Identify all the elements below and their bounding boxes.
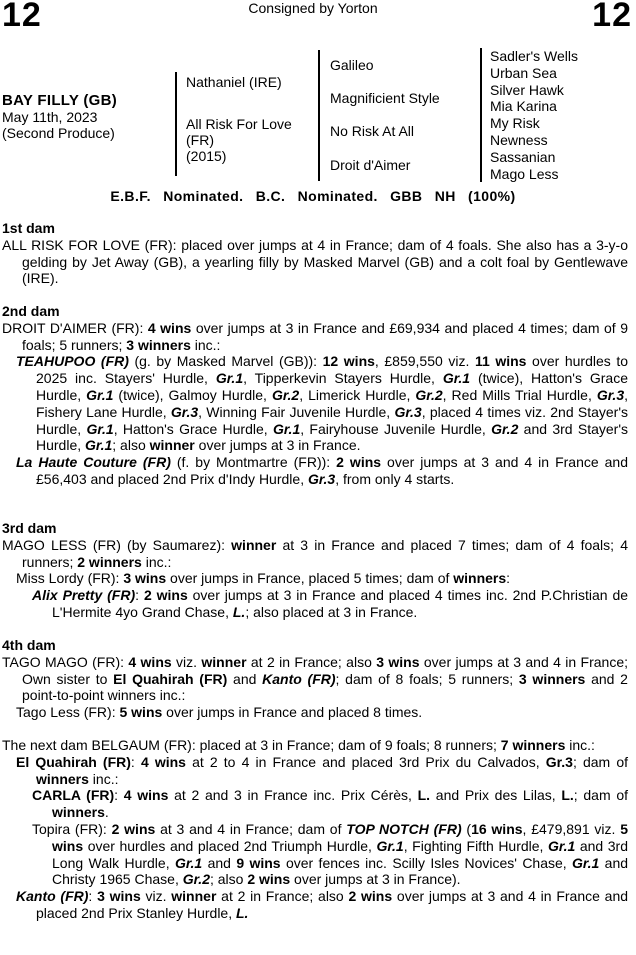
grandsire: Galileo [330,57,374,73]
ancestor: Mia Karina [490,98,557,115]
ancestor: Sassanian [490,148,556,165]
produce-record: Kanto (FR): 3 wins viz. winner at 2 in France; also 2 wins over jumps at 3 and 4 in France and placed 2nd Prix Stanley Hurdle, L. [16,888,629,921]
ancestor: Mago Less [490,165,559,182]
pedigree-divider-1 [175,72,177,176]
section-heading: 1st dam [2,220,55,236]
produce-record: Tago Less (FR): 5 wins over jumps in France and placed 8 times. [16,704,423,721]
produce-record: La Haute Couture (FR) (f. by Montmartre (FR)): 2 wins over jumps at 3 and 4 in France and £56,403 and placed 2nd Prix d'Indy Hurdle, Gr.3, from only 4 starts. [16,454,628,487]
produce-record: Miss Lordy (FR): 3 wins over jumps in France, placed 5 times; dam of winners: [16,570,511,587]
horse-title: BAY FILLY (GB) [2,92,118,109]
produce-record: Alix Pretty (FR): 2 wins over jumps at 3 in France and placed 4 times inc. 2nd P.Christian de L'Hermite 4yo Grand Chase, L.; also placed at 3 in France. [32,587,629,620]
pedigree-dam [186,116,292,164]
dam-country: (FR) [186,132,214,148]
ancestor: My Risk [490,115,540,132]
pedigree-divider-2 [318,50,320,181]
ancestor: Newness [490,131,548,148]
produce-record: TEAHUPOO (FR) (g. by Masked Marvel (GB)): 12 wins, £859,550 viz. 11 wins over hurdles to 2025 inc. Stayers' Hurdle, Gr.1, Tipperkevin Stayers Hurdle, Gr.1 (twice), Hatton's Grace Hurdle, Gr.1 (twice), Galmoy Hurdle, Gr.2, Limerick Hurdle, Gr.2, Red Mills Trial Hurdle, Gr.3, Fishery Lane Hurdle, Gr.3, Winning Fair Juvenile Hurdle, Gr.3, placed 4 times viz. 2nd Stayer's Hurdle, Gr.1, Hatton's Grace Hurdle, Gr.1, Fairyhouse Juvenile Hurdle, Gr.2 and 3rd Stayer's Hurdle, Gr.1; also winner over jumps at 3 in France. [16,353,629,454]
lot-number: 12 [2,0,42,34]
second-dam-name: Droit d'Aimer [330,157,411,173]
dam-paragraph: TAGO MAGO (FR): 4 wins viz. winner at 2 in France; also 3 wins over jumps at 3 and 4 in France; Own sister to El Quahirah (FR) and Kanto (FR); dam of 8 foals; 5 runners; 3 winners and 2 point-to-point winners inc.: [2,653,628,704]
dam-paragraph: ALL RISK FOR LOVE (FR): placed over jumps at 4 in France; dam of 4 foals. She also has a 3-y-o gelding by Jet Away (GB), a yearling filly by Masked Marvel (GB) and a colt foal by Gentlewave (IRE). [2,236,628,287]
ancestor: Sadler's Wells [490,48,578,64]
grandsire-dam: Magnificient Style [330,90,440,106]
next-dam-section [2,737,628,922]
section-heading: 2nd dam [2,303,60,319]
produce-note: (Second Produce) [2,125,115,141]
fourth-dam-section [2,637,628,721]
dam-paragraph: DROIT D'AIMER (FR): 4 wins over jumps at 3 in France and £69,934 and placed 4 times; dam of 9 foals; 5 runners; 3 winners inc.: [2,319,628,353]
next-dam-label: The next dam [2,737,88,753]
produce-record: CARLA (FR): 4 wins at 2 and 3 in France inc. Prix Cérès, L. and Prix des Lilas, L.; dam of winners. [32,787,628,821]
lot-number-right: 12 [592,0,632,34]
fourth-generation [490,48,578,182]
dam-name: All Risk For Love [186,116,292,132]
dam-year: (2015) [186,148,227,164]
horse-identity [2,92,117,141]
ancestor: Urban Sea [490,64,557,81]
foaled-date: May 11th, 2023 [2,109,98,125]
ancestor: Silver Hawk [490,81,564,98]
consignor: Consigned by Yorton [248,0,378,16]
section-heading: 4th dam [2,637,56,653]
section-heading: 3rd dam [2,520,57,536]
produce-record: Topira (FR): 2 wins at 3 and 4 in France; dam of TOP NOTCH (FR) (16 wins, £479,891 viz. 5 wins over hurdles and placed 2nd Triumph Hurdle, Gr.1, Fighting Fifth Hurdle, Gr.1 and 3rd Long Walk Hurdle, Gr.1 and 9 wins over fences inc. Scilly Isles Novices' Chase, Gr.1 and Christy 1965 Chase, Gr.2; also 2 wins over jumps at 3 in France). [32,820,629,888]
nominations: E.B.F. Nominated. B.C. Nominated. GBB NH (100%) [110,188,516,204]
pedigree-divider-3 [480,48,482,182]
dam-paragraph: The next dam BELGAUM (FR): placed at 3 in France; dam of 9 foals; 8 runners; 7 winners inc.: [2,737,595,753]
pedigree-sire: Nathaniel (IRE) [186,74,282,90]
damsire: No Risk At All [330,123,415,139]
third-dam-section [2,520,628,621]
first-dam-section [2,220,628,287]
produce-record: El Quahirah (FR): 4 wins at 2 to 4 in France and placed 3rd Prix du Calvados, Gr.3; dam of winners inc.: [16,753,629,787]
second-dam-section [2,303,628,488]
dam-paragraph: MAGO LESS (FR) (by Saumarez): winner at 3 in France and placed 7 times; dam of 4 foals; 4 runners; 2 winners inc.: [2,536,628,570]
